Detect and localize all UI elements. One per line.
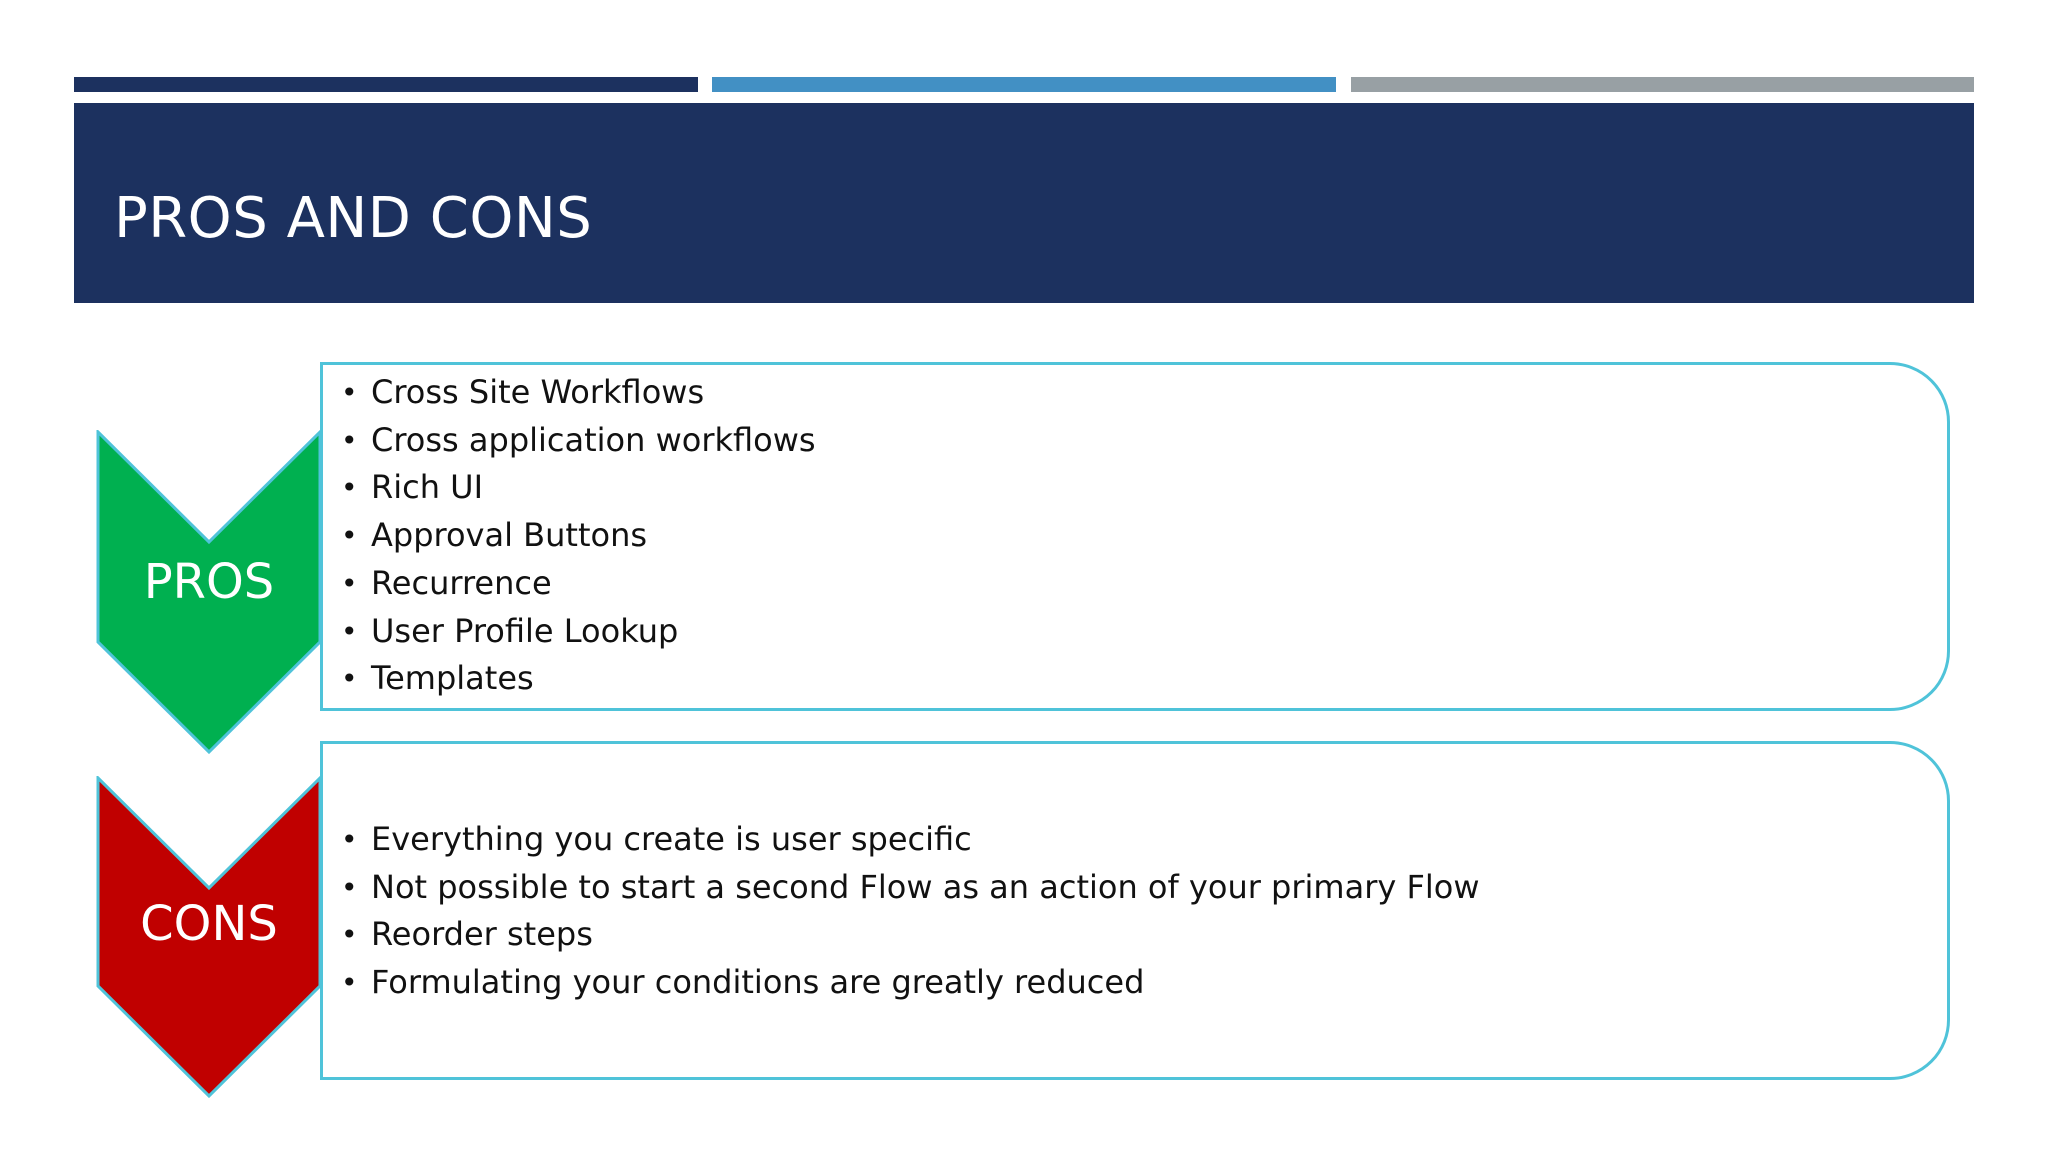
accent-bar-dark-blue xyxy=(74,77,698,92)
accent-bar-mid-blue xyxy=(712,77,1336,92)
title-band xyxy=(74,103,1974,303)
list-item-text: Formulating your conditions are greatly reduced xyxy=(371,963,1145,1002)
bullet-dot: • xyxy=(341,966,358,1000)
list-item xyxy=(341,512,816,560)
bullet-dot: • xyxy=(341,918,358,952)
list-item xyxy=(341,417,816,465)
list-item xyxy=(341,464,816,512)
list-item xyxy=(341,560,816,608)
list-item xyxy=(341,608,816,656)
cons-chevron xyxy=(96,776,322,1098)
list-item-text: Rich UI xyxy=(371,468,484,507)
pros-chevron xyxy=(96,430,322,754)
accent-bar-gray xyxy=(1351,77,1974,92)
bullet-dot: • xyxy=(341,614,358,648)
bullet-dot: • xyxy=(341,423,358,457)
pros-label: PROS xyxy=(143,554,275,610)
list-item-text: Approval Buttons xyxy=(371,516,648,555)
list-item-text: User Profile Lookup xyxy=(371,611,679,650)
slide-title: PROS AND CONS xyxy=(114,186,593,251)
list-item-text: Reorder steps xyxy=(371,915,593,954)
bullet-dot: • xyxy=(341,566,358,600)
bullet-dot: • xyxy=(341,376,358,409)
bullet-dot: • xyxy=(341,662,358,696)
list-item xyxy=(341,369,816,417)
pros-list xyxy=(341,369,816,703)
cons-list xyxy=(341,816,1480,1007)
pros-box xyxy=(320,362,1950,711)
list-item-text: Everything you create is user specific xyxy=(371,820,972,858)
list-item xyxy=(341,864,1480,912)
bullet-dot: • xyxy=(341,823,358,856)
list-item-text: Templates xyxy=(371,659,534,698)
list-item xyxy=(341,959,1480,1007)
list-item xyxy=(341,911,1480,959)
bullet-dot: • xyxy=(341,870,358,904)
bullet-dot: • xyxy=(341,519,358,553)
list-item xyxy=(341,655,816,703)
list-item-text: Not possible to start a second Flow as an action of your primary Flow xyxy=(371,867,1480,906)
cons-label: CONS xyxy=(140,896,278,952)
list-item-text: Cross application workflows xyxy=(371,420,816,459)
list-item xyxy=(341,816,1480,864)
list-item-text: Recurrence xyxy=(371,563,552,602)
bullet-dot: • xyxy=(341,471,358,505)
list-item-text: Cross Site Workflows xyxy=(371,373,705,411)
cons-box xyxy=(320,741,1950,1080)
